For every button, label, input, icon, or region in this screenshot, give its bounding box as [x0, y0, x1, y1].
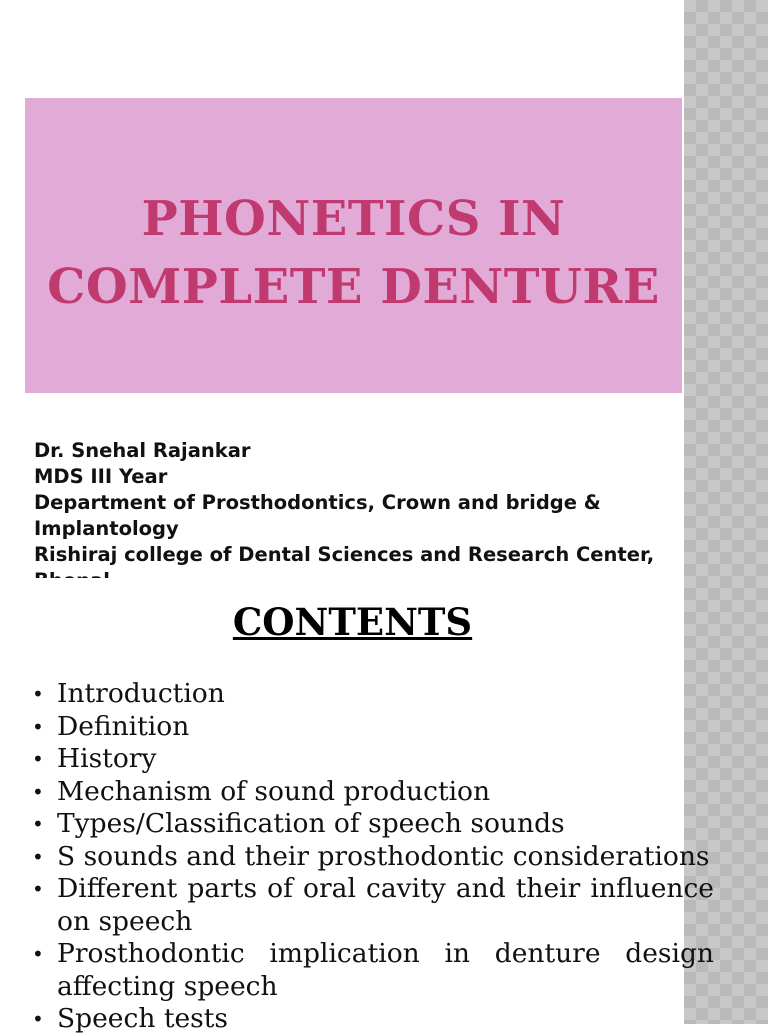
bullet-icon: • [32, 877, 44, 901]
bullet-icon: • [32, 779, 44, 804]
list-item: • S sounds and their prosthodontic considerations [32, 840, 710, 872]
list-item: • History [32, 743, 157, 774]
author-block [34, 438, 674, 594]
bullet-icon: • [32, 1007, 44, 1031]
list-item: • Speech tests [32, 1003, 228, 1034]
bullet-icon: • [32, 942, 44, 966]
contents-list [32, 678, 714, 1036]
bullet-icon: • [32, 844, 44, 869]
list-item: • Prosthodontic implication in denture design affecting speech [32, 938, 714, 1002]
list-item: • Introduction [32, 678, 225, 709]
title-box [25, 98, 682, 393]
bullet-icon: • [32, 682, 44, 706]
bullet-icon: • [32, 812, 44, 836]
author-department: Department of Prosthodontics, Crown and bridge & Implantology [34, 491, 601, 540]
title-slide [0, 0, 684, 578]
slide-title: PHONETICS IN COMPLETE DENTURE [47, 190, 660, 315]
author-name: Dr. Snehal Rajankar [34, 439, 251, 462]
author-institution: Rishiraj college of Dental Sciences and Research Center, [34, 543, 655, 566]
list-item: • Mechanism of sound production [32, 775, 491, 807]
author-degree: MDS III Year [34, 465, 168, 488]
list-item: • Definition [32, 710, 190, 742]
contents-heading: CONTENTS [232, 600, 473, 644]
bullet-icon: • [32, 747, 44, 771]
list-item: • Different parts of oral cavity and their influence on speech [32, 873, 714, 937]
list-item: • Types/Classification of speech sounds [32, 808, 565, 839]
contents-slide [0, 578, 714, 1034]
bullet-icon: • [32, 714, 44, 739]
